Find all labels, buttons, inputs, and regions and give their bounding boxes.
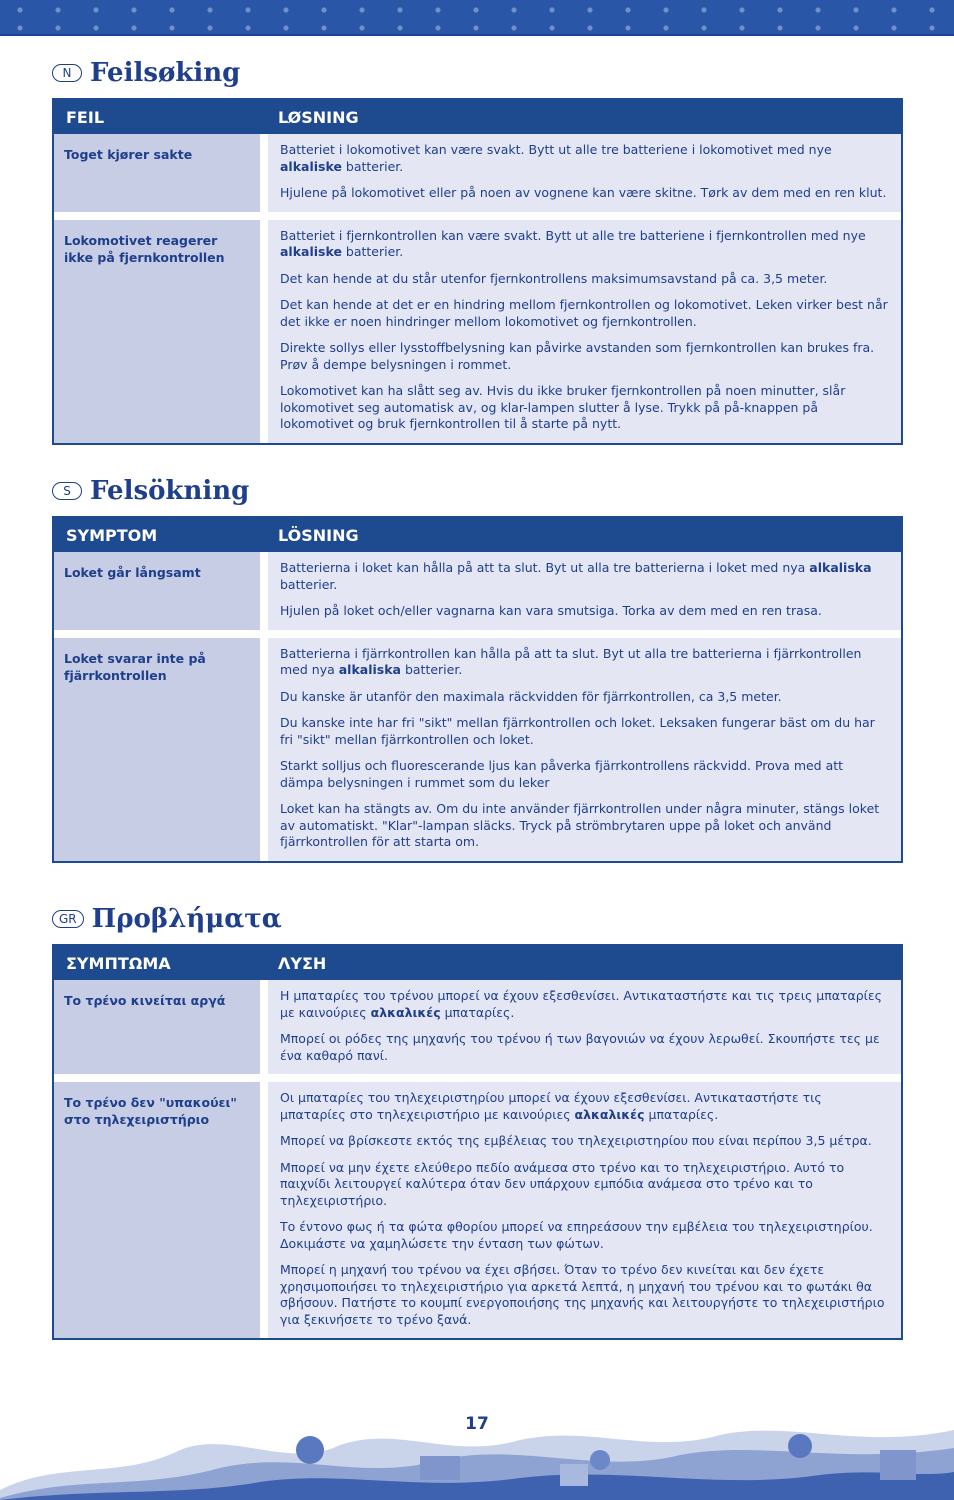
decorative-train-scene-illustration bbox=[0, 1420, 954, 1500]
section-header bbox=[52, 474, 903, 508]
solution-paragraph: Det kan hende at det er en hindring mellom fjernkontrollen og lokomotivet. Leken virker best når det ikke er noen hindringer mellom lokomotivet og fjernkontrollen. bbox=[280, 297, 888, 329]
solution-paragraph: Batterierna i loket kan hålla på att ta slut. Byt ut alla tre batterierna i loket med nya alkaliska batterier. bbox=[280, 560, 872, 592]
solution-paragraph: Loket kan ha stängts av. Om du inte använder fjärrkontrollen under några minuter, stängs loket av automatiskt. "Klar"-lampan släcks. Tryck på strömbrytaren uppe på loket och använd fjärrkontrollen för att starta om. bbox=[280, 801, 880, 849]
solution-cell bbox=[268, 1082, 901, 1338]
solution-paragraph: Hjulen på loket och/eller vagnarna kan vara smutsiga. Torka av dem med en ren trasa. bbox=[280, 603, 822, 618]
section-header bbox=[52, 56, 903, 90]
solution-paragraph: Batteriet i lokomotivet kan være svakt. Bytt ut alle tre batteriene i lokomotivet med nye alkaliske batterier. bbox=[280, 142, 832, 174]
column-header-solution: LÖSNING bbox=[278, 525, 359, 545]
solution-cell bbox=[268, 980, 901, 1074]
solution-paragraph: Starkt solljus och fluorescerande ljus kan påverka fjärrkontrollens räckvidd. Prova med att dämpa belysningen i rummet som du leker bbox=[280, 758, 844, 790]
problem-cell: Loket går långsamt bbox=[54, 552, 260, 630]
troubleshooting-table bbox=[52, 98, 903, 445]
column-header-problem: FEIL bbox=[66, 107, 105, 127]
column-header-problem: SYMPTOM bbox=[66, 525, 158, 545]
solution-cell bbox=[268, 134, 901, 212]
table-header bbox=[54, 100, 901, 134]
column-header-solution: ΛΥΣΗ bbox=[278, 953, 327, 973]
solution-paragraph: Batteriet i fjernkontrollen kan være svakt. Bytt ut alle tre batteriene i fjernkontrollen med nye alkaliske batterier. bbox=[280, 227, 866, 259]
section-title: Feilsøking bbox=[90, 58, 241, 88]
solution-cell bbox=[268, 220, 901, 443]
solution-cell bbox=[268, 552, 901, 630]
page-number: 17 bbox=[465, 1414, 489, 1434]
problem-cell: Το τρένο κινείται αργά bbox=[54, 980, 260, 1074]
section-title: Felsökning bbox=[90, 476, 250, 506]
solution-paragraph: Direkte sollys eller lysstoffbelysning kan påvirke avstanden som fjernkontrollen kan brukes fra. Prøv å dempe belysningen i rommet. bbox=[280, 340, 875, 372]
solution-paragraph: Μπορεί να μην έχετε ελεύθερο πεδίο ανάμεσα στο τρένο και το τηλεχειριστήριο. Αυτό το παιχνίδι λειτουργεί καλύτερα όταν δεν υπάρχουν εμπόδια ανάμεσα στο τρένο και το τηλεχειριστήριο. bbox=[280, 1159, 845, 1208]
section-swedish bbox=[52, 474, 903, 863]
solution-paragraph: Lokomotivet kan ha slått seg av. Hvis du ikke bruker fjernkontrollen på noen minutter, slår lokomotivet seg automatisk av, og klar-lampen slutter å lyse. Trykk på på-knappen på lokomotivet og bruk fjernkontrollen til å starte på nytt. bbox=[280, 383, 846, 431]
section-greek bbox=[52, 902, 903, 1340]
table-header bbox=[54, 946, 901, 980]
troubleshooting-table bbox=[52, 516, 903, 863]
table-row bbox=[54, 630, 901, 861]
solution-paragraph: Μπορεί να βρίσκεστε εκτός της εμβέλειας του τηλεχειριστηρίου που είναι περίπου 3,5 μέτρα. bbox=[280, 1133, 872, 1148]
top-decorative-band bbox=[0, 0, 954, 36]
section-norwegian bbox=[52, 56, 903, 445]
solution-paragraph: Οι μπαταρίες του τηλεχειριστηρίου μπορεί να έχουν εξεσθενίσει. Αντικαταστήστε τις μπαταρίες στο τηλεχειριστήριο με καινούριες αλκαλικές μπαταρίες. bbox=[280, 1090, 822, 1122]
solution-paragraph: Μπορεί η μηχανή του τρένου να έχει σβήσει. Όταν το τρένο δεν κινείται και δεν έχετε χρησιμοποιήσει το τηλεχειριστήριο για αρκετά λεπτά, η μηχανή του τρένου και το φωτάκι θα σβήσουν. Πατήστε το κουμπί ενεργοποιήσης της μηχανής και λειτουργήστε το τηλεχειριστήριο για ξεκινήσετε το τρένο ξανά. bbox=[280, 1262, 885, 1327]
problem-cell: Το τρένο δεν "υπακούει" στο τηλεχειριστήριο bbox=[54, 1082, 260, 1338]
table-header bbox=[54, 518, 901, 552]
table-row bbox=[54, 212, 901, 443]
solution-cell bbox=[268, 638, 901, 861]
problem-cell: Loket svarar inte på fjärrkontrollen bbox=[54, 638, 260, 861]
solution-paragraph: Το έντονο φως ή τα φώτα φθορίου μπορεί να επηρεάσουν την εμβέλεια του τηλεχειριστηρίου. Δοκιμάστε να χαμηλώσετε την ένταση των φώτων. bbox=[280, 1219, 873, 1251]
table-row bbox=[54, 1074, 901, 1338]
problem-cell: Lokomotivet reagerer ikke på fjernkontrollen bbox=[54, 220, 260, 443]
column-header-solution: LØSNING bbox=[278, 107, 359, 127]
solution-paragraph: Batterierna i fjärrkontrollen kan hålla på att ta slut. Byt ut alla tre batterierna i fjärrkontrollen med nya alkaliska batterier. bbox=[280, 645, 862, 677]
solution-paragraph: Du kanske inte har fri "sikt" mellan fjärrkontrollen och loket. Leksaken fungerar bäst om du har fri "sikt" mellan fjärrkontrollen och loket. bbox=[280, 715, 875, 747]
solution-paragraph: Det kan hende at du står utenfor fjernkontrollens maksimumsavstand på ca. 3,5 meter. bbox=[280, 270, 828, 286]
column-header-problem: ΣΥΜΠΤΩΜΑ bbox=[66, 953, 171, 973]
language-badge: GR bbox=[52, 910, 84, 928]
solution-paragraph: Hjulene på lokomotivet eller på noen av vognene kan være skitne. Tørk av dem med en ren klut. bbox=[280, 185, 887, 200]
language-badge: S bbox=[52, 482, 82, 500]
table-row bbox=[54, 980, 901, 1074]
section-header bbox=[52, 902, 903, 936]
table-row bbox=[54, 134, 901, 212]
section-title: Προβλήματα bbox=[91, 904, 282, 934]
troubleshooting-table bbox=[52, 944, 903, 1340]
language-badge: N bbox=[52, 64, 82, 82]
solution-paragraph: Η μπαταρίες του τρένου μπορεί να έχουν εξεσθενίσει. Αντικαταστήστε και τις τρεις μπαταρίες με καινούριες αλκαλικές μπαταρίες. bbox=[280, 988, 883, 1020]
problem-cell: Toget kjører sakte bbox=[54, 134, 260, 212]
table-row bbox=[54, 552, 901, 630]
solution-paragraph: Du kanske är utanför den maximala räckvidden för fjärrkontrollen, ca 3,5 meter. bbox=[280, 688, 782, 704]
solution-paragraph: Μπορεί οι ρόδες της μηχανής του τρένου ή των βαγονιών να έχουν λερωθεί. Σκουπήστε τες με ένα καθαρό πανί. bbox=[280, 1031, 880, 1063]
